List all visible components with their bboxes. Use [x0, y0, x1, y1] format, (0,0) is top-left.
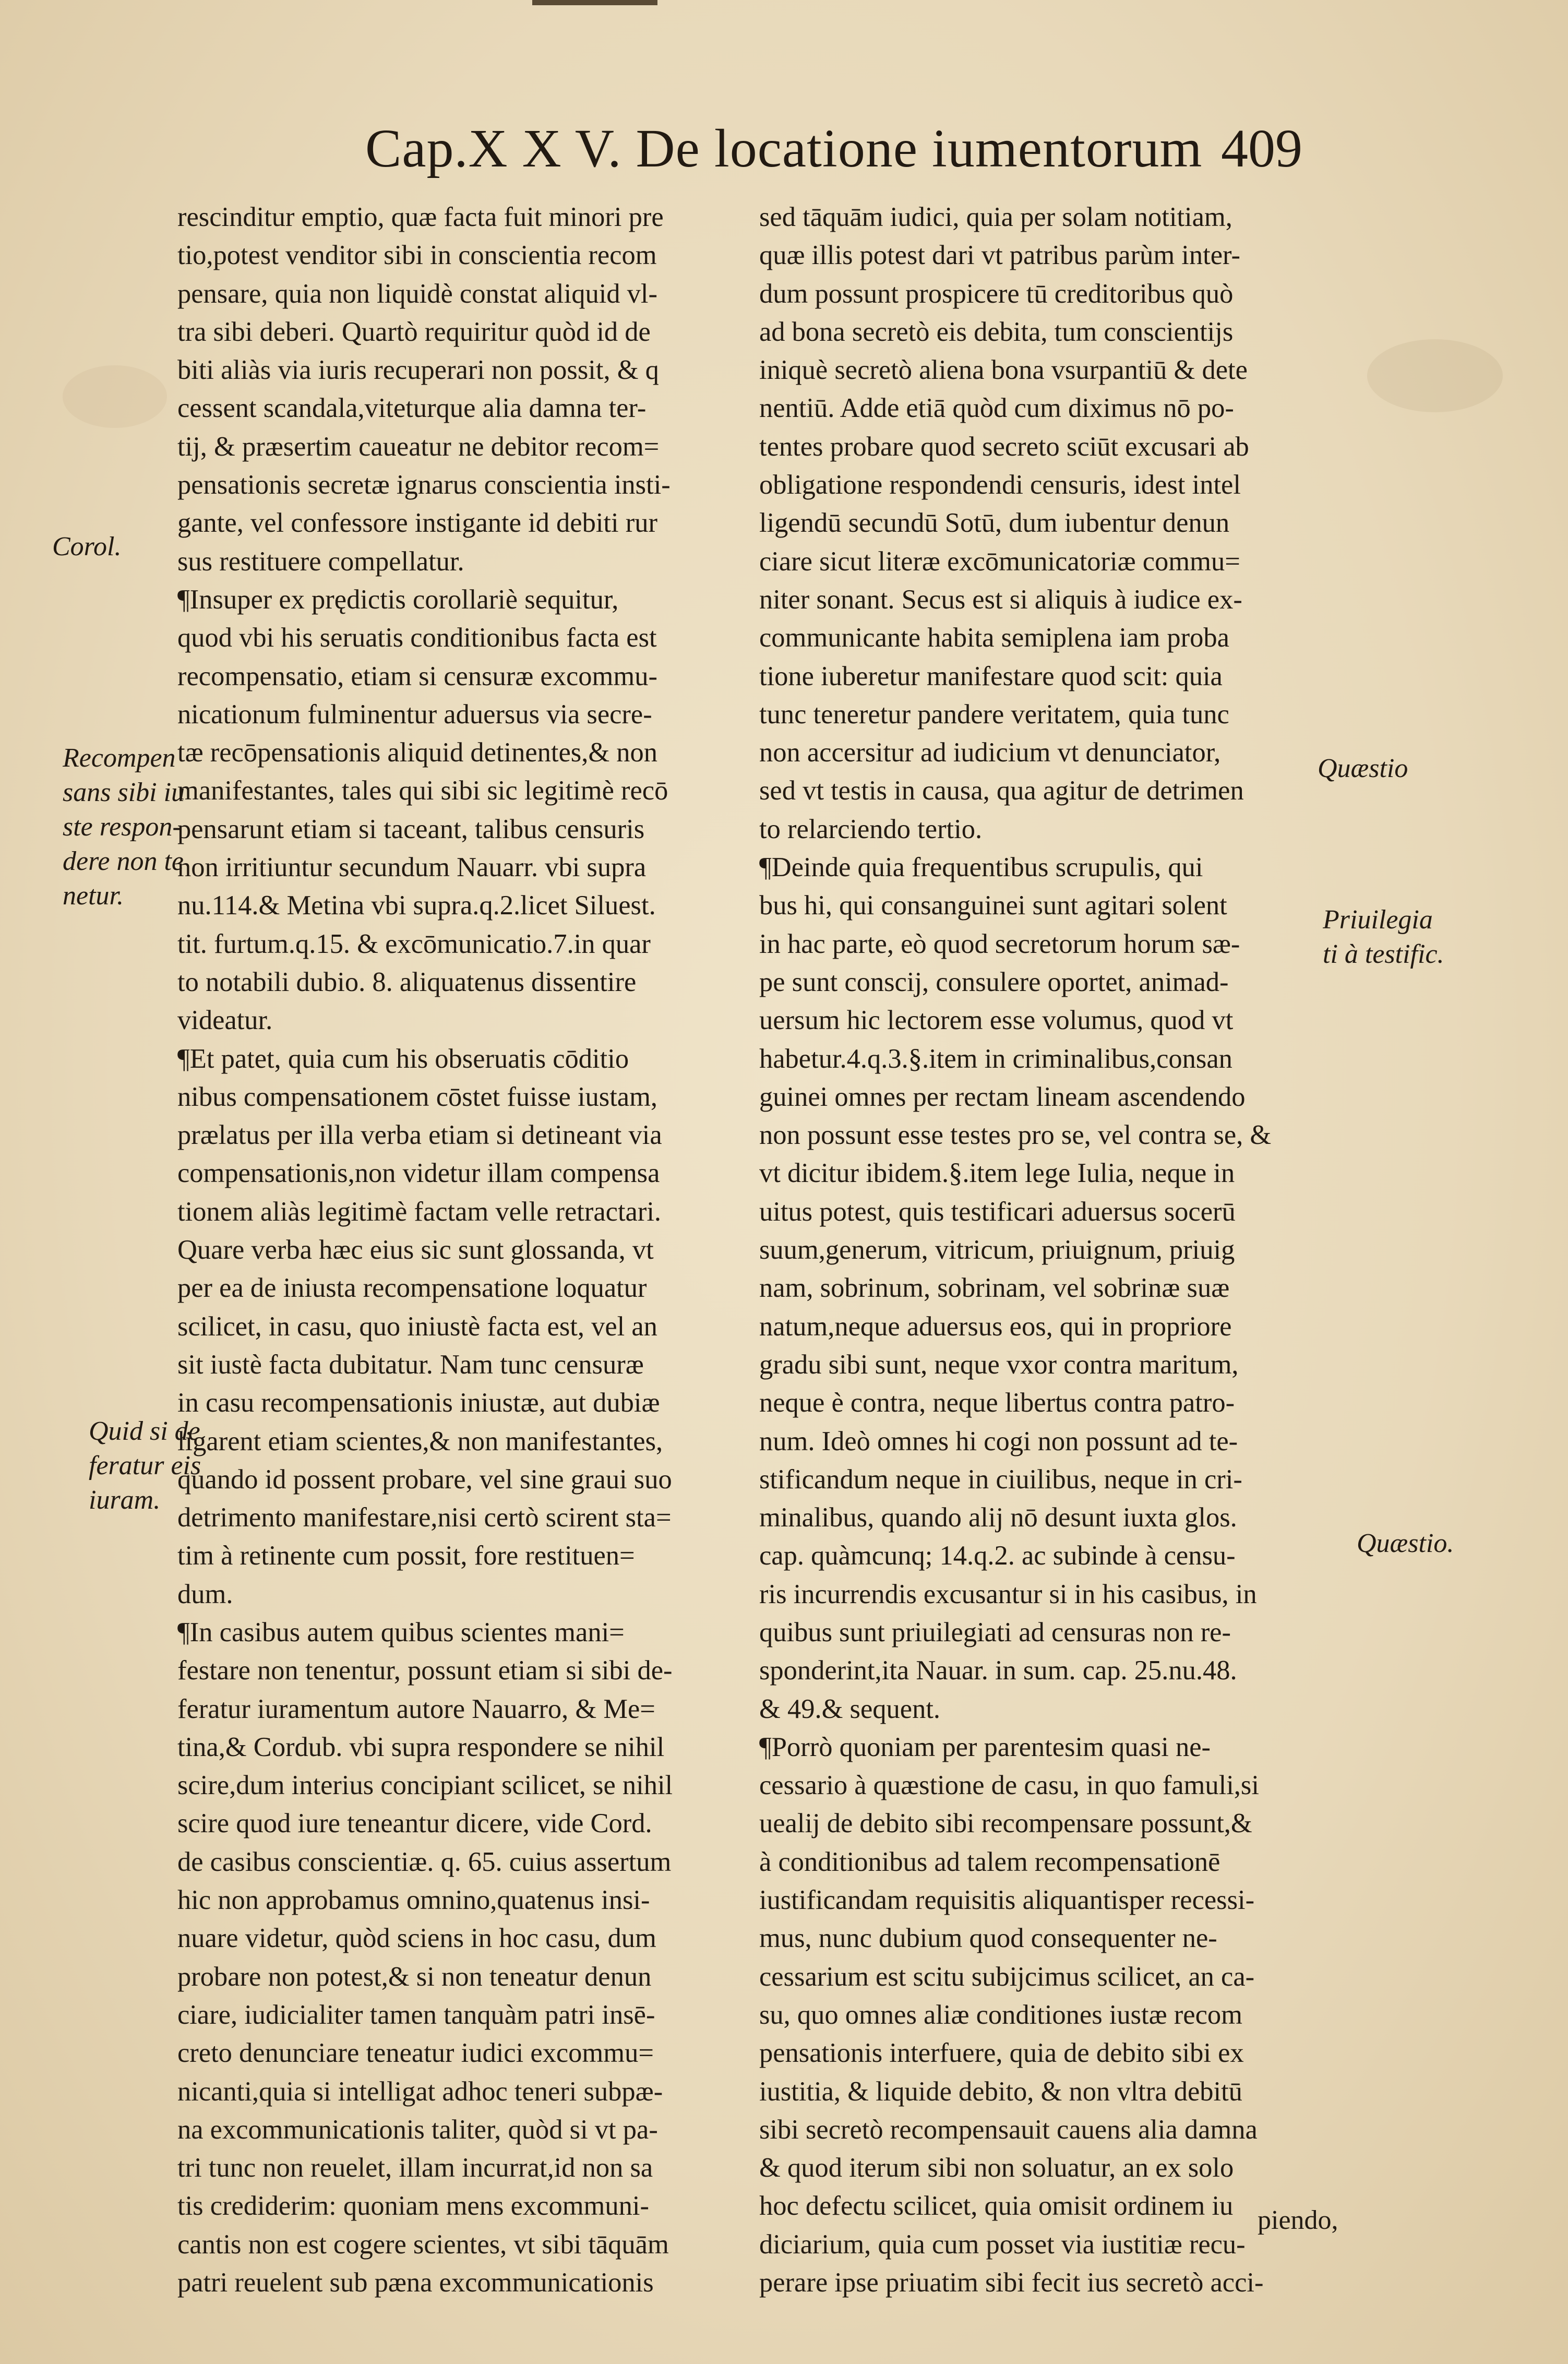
text-line: pensationis secretæ ignarus conscientia insti-	[177, 470, 671, 500]
text-line: probare non potest,& si non teneatur denun	[177, 1961, 652, 1992]
text-line: tina,& Cordub. vbi supra respondere se nihil	[177, 1732, 665, 1762]
text-line: nicationum fulminentur aduersus via secre-	[177, 699, 652, 730]
text-line: cap. quàmcunq; 14.q.2. ac subinde à censu-	[759, 1541, 1236, 1571]
text-line: rescinditur emptio, quæ facta fuit minori pre	[177, 202, 664, 232]
text-line: niter sonant. Secus est si aliquis à iudice ex-	[759, 584, 1242, 615]
text-line: iniquè secretò aliena bona vsurpantiū & dete	[759, 355, 1248, 386]
margin-note-quid-si: Quid si de feratur eis iuram.	[89, 1416, 201, 1515]
text-line: de casibus conscientiæ. q. 65. cuius assertum	[177, 1846, 672, 1877]
text-line: quibus sunt priuilegiati ad censuras non re-	[759, 1617, 1231, 1647]
text-line: diciarium, quia cum posset via iustitiæ recu-	[759, 2229, 1246, 2260]
text-line: hoc defectu scilicet, quia omisit ordinem iu	[759, 2191, 1234, 2222]
text-line: scire quod iure teneantur dicere, vide Cord.	[177, 1808, 652, 1839]
text-line: na excommunicationis taliter, quòd si vt pa-	[177, 2114, 658, 2145]
page-number: 409	[1221, 118, 1302, 178]
text-line: su, quo omnes aliæ conditiones iustæ recom	[759, 1999, 1242, 2030]
text-line: quæ illis potest dari vt patribus parùm inter-	[759, 240, 1240, 271]
text-line: manifestantes, tales qui sibi sic legitimè recō	[177, 775, 668, 806]
text-line: non irritiuntur secundum Nauarr. vbi supra	[177, 852, 647, 883]
text-line: feratur iuramentum autore Nauarro, & Me=	[177, 1693, 655, 1724]
margin-note-recompen: Recompen sans sibi iu ste respon- dere non te netur.	[63, 743, 185, 911]
text-line: ligendū secundū Sotū, dum iubentur denun	[759, 508, 1230, 539]
text-line: nam, sobrinum, sobrinam, vel sobrinæ suæ	[759, 1273, 1230, 1304]
text-line: sponderint,ita Nauar. in sum. cap. 25.nu.48.	[759, 1655, 1237, 1686]
text-line: bus hi, qui consanguinei sunt agitari solent	[759, 890, 1227, 921]
text-line: tentes probare quod secreto sciūt excusari ab	[759, 431, 1249, 462]
text-line: quod vbi his seruatis conditionibus facta est	[177, 623, 657, 653]
text-line: nuare videtur, quòd sciens in hoc casu, dum	[177, 1923, 656, 1954]
text-line: tione iuberetur manifestare quod scit: quia	[759, 661, 1223, 691]
text-line: sibi secretò recompensauit cauens alia damna	[759, 2114, 1258, 2145]
text-line: ciare sicut literæ excōmunicatoriæ commu=	[759, 546, 1240, 577]
text-line: sus restituere compellatur.	[177, 546, 464, 577]
text-line: nu.114.& Metina vbi supra.q.2.licet Siluest.	[177, 890, 656, 921]
text-line: Quare verba hæc eius sic sunt glossanda, vt	[177, 1235, 654, 1265]
text-line: sit iustè facta dubitatur. Nam tunc censuræ	[177, 1349, 644, 1380]
text-line: cessarium est scitu subijcimus scilicet, an ca-	[759, 1961, 1255, 1992]
text-line: scilicet, in casu, quo iniustè facta est, vel an	[177, 1311, 657, 1342]
margin-note-quaestio-1: Quæstio	[1318, 754, 1408, 783]
text-line: ris incurrendis excusantur si in his casibus, in	[759, 1579, 1257, 1609]
text-line: biti aliàs via iuris recuperari non possit, & q	[177, 355, 659, 386]
text-line: cantis non est cogere scientes, vt sibi tāquām	[177, 2229, 669, 2260]
paper-stain	[63, 365, 167, 428]
text-line: iustificandam requisitis aliquantisper recessi-	[759, 1885, 1255, 1916]
text-line: gradu sibi sunt, neque vxor contra maritum,	[759, 1349, 1239, 1380]
text-line: nibus compensationem cōstet fuisse iustam,	[177, 1081, 658, 1112]
text-line: uitus potest, quis testificari aduersus socerū	[759, 1196, 1236, 1227]
text-line: ligarent etiam scientes,& non manifestantes,	[177, 1426, 663, 1456]
text-line: patri reuelent sub pæna excommunicationis	[177, 2267, 654, 2298]
text-line: recompensatio, etiam si censuræ excommu-	[177, 661, 657, 691]
text-line: gante, vel confessore instigante id debiti rur	[177, 508, 657, 539]
text-line: in casu recompensationis iniustæ, aut dubiæ	[177, 1388, 660, 1418]
text-line: detrimento manifestare,nisi certò scirent sta=	[177, 1502, 672, 1533]
text-line: minalibus, quando alij nō desunt iuxta glos.	[759, 1502, 1237, 1533]
margin-note-priuilegia: Priuilegia ti à testific.	[1323, 905, 1444, 969]
text-line: tionem aliàs legitimè factam velle retractari.	[177, 1196, 662, 1227]
text-line: uealij de debito sibi recompensare possunt,&	[759, 1808, 1252, 1839]
text-line: habetur.4.q.3.§.item in criminalibus,consan	[759, 1043, 1232, 1074]
catchword: piendo,	[1258, 2205, 1338, 2235]
text-line: tio,potest venditor sibi in conscientia recom	[177, 240, 657, 271]
running-header	[365, 112, 1357, 185]
text-line: stificandum neque in ciuilibus, neque in cri-	[759, 1464, 1242, 1495]
text-line: ¶Deinde quia frequentibus scrupulis, qui	[759, 852, 1203, 883]
right-text-column	[759, 198, 1315, 2302]
text-line: per ea de iniusta recompensatione loquatur	[177, 1273, 647, 1304]
text-line: cessario à quæstione de casu, in quo famuli,si	[759, 1770, 1259, 1801]
paper-stain	[1367, 339, 1503, 412]
text-line: festare non tenentur, possunt etiam si sibi de-	[177, 1655, 673, 1686]
text-line: à conditionibus ad talem recompensationē	[759, 1846, 1220, 1877]
text-line: neque è contra, neque libertus contra patro-	[759, 1388, 1235, 1418]
margin-note-quaestio-2: Quæstio.	[1357, 1529, 1454, 1558]
text-line: scire,dum interius concipiant scilicet, se nihil	[177, 1770, 673, 1801]
text-line: mus, nunc dubium quod consequenter ne-	[759, 1923, 1217, 1954]
text-line: to notabili dubio. 8. aliquatenus dissentire	[177, 966, 637, 997]
text-line: videatur.	[177, 1005, 273, 1036]
text-line: communicante habita semiplena iam proba	[759, 623, 1229, 653]
text-line: non possunt esse testes pro se, vel contra se, &	[759, 1120, 1272, 1151]
text-line: ciare, iudicialiter tamen tanquàm patri insē-	[177, 1999, 655, 2030]
text-line: to relarciendo tertio.	[759, 814, 983, 844]
text-line: quando id possent probare, vel sine graui suo	[177, 1464, 672, 1495]
text-line: obligatione respondendi censuris, idest intel	[759, 470, 1241, 500]
text-line: guinei omnes per rectam lineam ascendendo	[759, 1081, 1246, 1112]
text-line: tunc teneretur pandere veritatem, quia tunc	[759, 699, 1229, 730]
text-line: tit. furtum.q.15. & excōmunicatio.7.in quar	[177, 928, 651, 959]
text-line: hic non approbamus omnino,quatenus insi-	[177, 1885, 650, 1916]
text-line: pe sunt conscij, consulere oportet, animad-	[759, 966, 1229, 997]
text-line: ¶Et patet, quia cum his obseruatis cōditio	[177, 1043, 629, 1074]
text-line: perare ipse priuatim sibi fecit ius secretò acci-	[759, 2267, 1264, 2298]
text-line: compensationis,non videtur illam compensa	[177, 1158, 660, 1189]
text-line: non accersitur ad iudicium vt denunciator,	[759, 737, 1221, 768]
text-line: nicanti,quia si intelligat adhoc teneri subpæ-	[177, 2076, 663, 2107]
text-line: prælatus per illa verba etiam si detineant via	[177, 1120, 662, 1151]
text-line: suum,generum, vitricum, priuignum, priuig	[759, 1235, 1235, 1265]
text-line: num. Ideò omnes hi cogi non possunt ad te-	[759, 1426, 1238, 1456]
chapter-title: Cap.X X V. De locatione iumentorum	[365, 118, 1203, 178]
left-text-column	[177, 198, 731, 2302]
text-line: vt dicitur ibidem.§.item lege Iulia, neque in	[759, 1158, 1235, 1189]
text-line: dum.	[177, 1579, 233, 1609]
text-line: tra sibi deberi. Quartò requiritur quòd id de	[177, 316, 651, 347]
text-line: tæ recōpensationis aliquid detinentes,& non	[177, 737, 658, 768]
text-line: creto denunciare teneatur iudici excommu=	[177, 2038, 654, 2069]
text-line: & quod iterum sibi non soluatur, an ex solo	[759, 2153, 1234, 2183]
text-line: ¶Insuper ex prędictis corollariè sequitur,	[177, 584, 619, 615]
text-line: tij, & præsertim caueatur ne debitor recom=	[177, 431, 660, 462]
text-line: uersum hic lectorem esse volumus, quod vt	[759, 1005, 1234, 1036]
text-line: natum,neque aduersus eos, qui in propriore	[759, 1311, 1232, 1342]
margin-note-corol: Corol.	[52, 532, 122, 562]
text-line: tis crediderim: quoniam mens excommuni-	[177, 2191, 649, 2222]
text-line: nentiū. Adde etiā quòd cum diximus nō po-	[759, 393, 1234, 424]
page-edge-mark	[532, 0, 657, 5]
text-line: pensare, quia non liquidè constat aliquid vl-	[177, 278, 657, 309]
text-line: iustitia, & liquide debito, & non vltra debitū	[759, 2076, 1242, 2107]
text-line: & 49.& sequent.	[759, 1693, 941, 1724]
text-line: ¶Porrò quoniam per parentesim quasi ne-	[759, 1732, 1211, 1762]
text-line: sed vt testis in causa, qua agitur de detrimen	[759, 775, 1244, 806]
text-line: pensarunt etiam si taceant, talibus censuris	[177, 814, 645, 844]
text-line: ad bona secretò eis debita, tum conscientijs	[759, 316, 1234, 347]
text-line: sed tāquām iudici, quia per solam notitiam,	[759, 202, 1232, 232]
text-line: in hac parte, eò quod secretorum horum sæ-	[759, 928, 1240, 959]
text-line: cessent scandala,viteturque alia damna ter-	[177, 393, 647, 424]
text-line: pensationis interfuere, quia de debito sibi ex	[759, 2038, 1244, 2069]
text-line: ¶In casibus autem quibus scientes mani=	[177, 1617, 625, 1647]
text-line: tim à retinente cum possit, fore restituen=	[177, 1541, 635, 1571]
text-line: dum possunt prospicere tū creditoribus quò	[759, 278, 1234, 309]
text-line: tri tunc non reuelet, illam incurrat,id non sa	[177, 2153, 653, 2183]
